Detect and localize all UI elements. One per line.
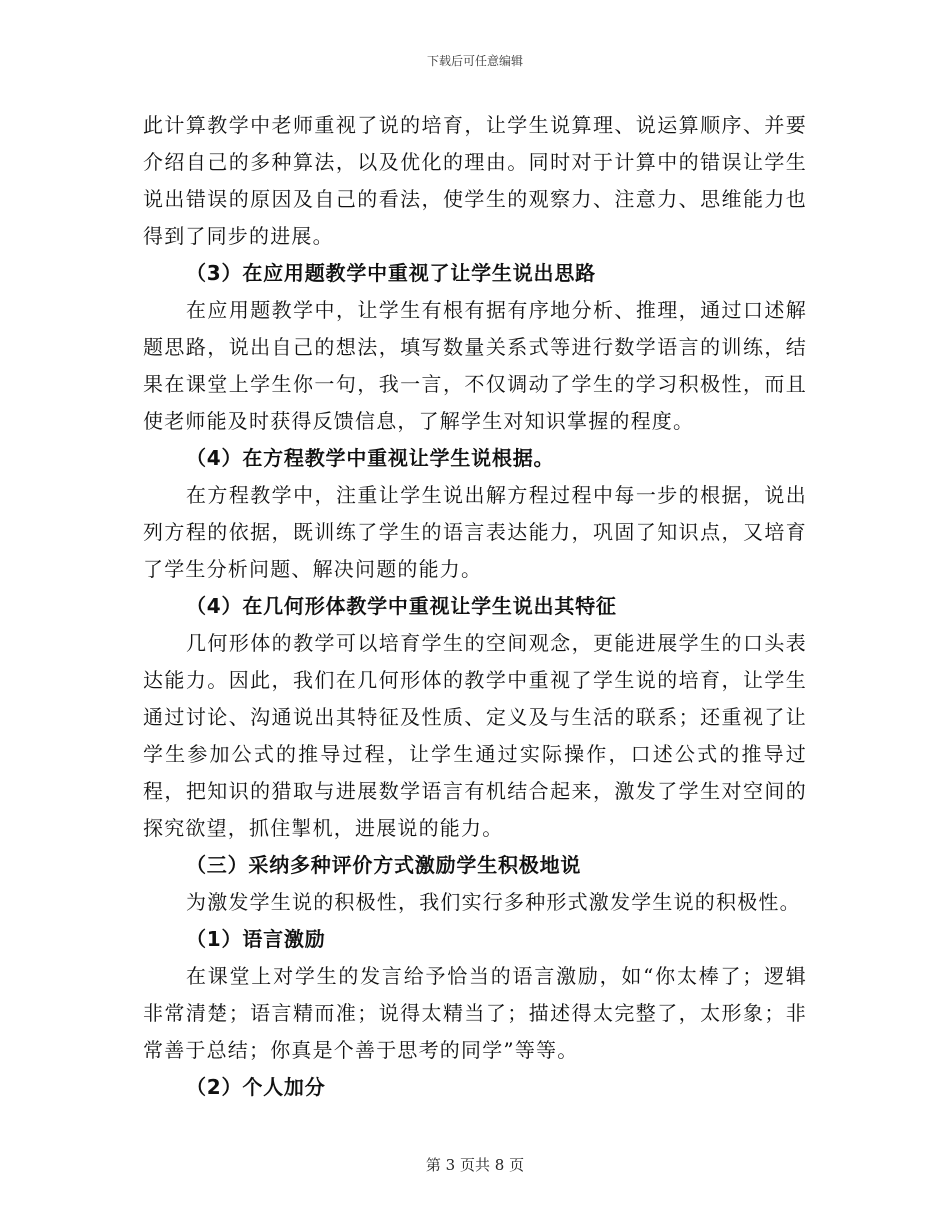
heading-geometry: （4）在几何形体教学中重视让学生说出其特征 xyxy=(186,594,617,618)
paragraph-equations: 在方程教学中，注重让学生说出解方程过程中每一步的根据，说出列方程的依据，既训练了学生的语言表达能力，巩固了知识点，又培育了学生分析问题、解决问题的能力。 xyxy=(143,483,807,581)
document-body xyxy=(143,107,807,1106)
paragraph-verbal-encouragement: 在课堂上对学生的发言给予恰当的语言激励，如“你太棒了；逻辑非常清楚；语言精而准；说得太精当了；描述得太完整了，太形象；非常善于总结；你真是个善于思考的同学”等等。 xyxy=(143,964,807,1062)
paragraph-geometry: 几何形体的教学可以培育学生的空间观念，更能进展学生的口头表达能力。因此，我们在几何形体的教学中重视了学生说的培育，让学生通过讨论、沟通说出其特征及性质、定义及与生活的联系；还重视了让学生参加公式的推导过程，让学生通过实际操作，口述公式的推导过程，把知识的猎取与进展数学语言有机结合起来，激发了学生对空间的探究欲望，抓住掣机，进展说的能力。 xyxy=(143,631,807,840)
page-footer: 第 3 页共 8 页 xyxy=(425,1156,525,1174)
paragraph-evaluation-methods: 为激发学生说的积极性，我们实行多种形式激发学生说的积极性。 xyxy=(186,890,801,914)
page-header: 下载后可任意编辑 xyxy=(426,54,523,68)
heading-word-problems: （3）在应用题教学中重视了让学生说出思路 xyxy=(186,261,596,285)
heading-evaluation-methods: （三）采纳多种评价方式激励学生积极地说 xyxy=(186,853,582,877)
heading-equations: （4）在方程教学中重视让学生说根据。 xyxy=(186,446,555,470)
paragraph-word-problems: 在应用题教学中，让学生有根有据有序地分析、推理，通过口述解题思路，说出自己的想法，填写数量关系式等进行数学语言的训练，结果在课堂上学生你一句，我一言，不仅调动了学生的学习积极性，而且使老师能及时获得反馈信息，了解学生对知识掌握的程度。 xyxy=(143,298,807,433)
heading-verbal-encouragement: （1）语言激励 xyxy=(186,927,326,951)
heading-individual-points: （2）个人加分 xyxy=(186,1075,326,1099)
paragraph-calculation: 此计算教学中老师重视了说的培育，让学生说算理、说运算顺序、并要介绍自己的多种算法，以及优化的理由。同时对于计算中的错误让学生说出错误的原因及自己的看法，使学生的观察力、注意力、思维能力也得到了同步的进展。 xyxy=(143,113,807,248)
